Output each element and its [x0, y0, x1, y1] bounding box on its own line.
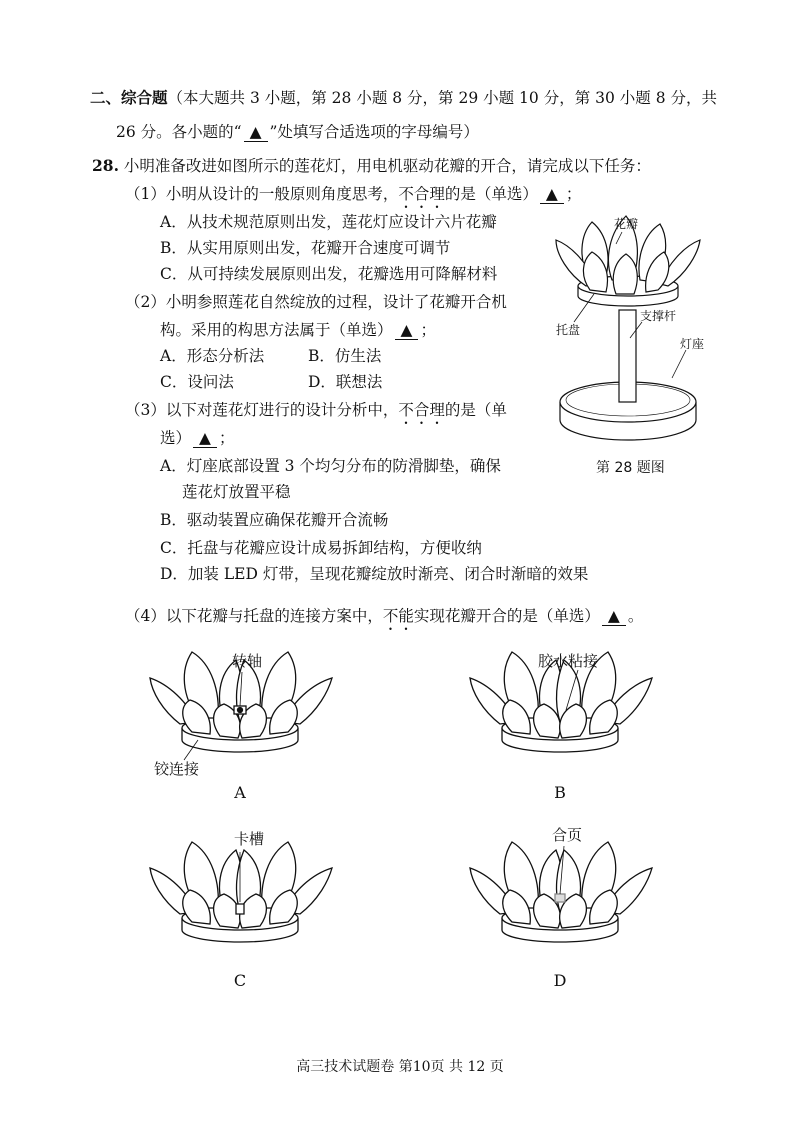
sub3-option-d: D．加装 LED 灯带，呈现花瓣绽放时渐亮、闭合时渐暗的效果 [160, 565, 589, 583]
sub1-answer-blank[interactable]: ▲ [540, 185, 564, 204]
section-title: 综合题 [121, 88, 168, 107]
sub3-option-b: B．驱动装置应确保花瓣开合流畅 [160, 511, 389, 529]
q28-stem [92, 156, 651, 176]
q28-sub4 [125, 606, 643, 634]
sub2-line2-text: 构。采用的构思方法属于（单选） [160, 321, 393, 339]
sub3-option-c: C．托盘与花瓣应设计成易拆卸结构，方便收纳 [160, 539, 482, 557]
option-a-label-axis: 转轴 [232, 652, 263, 670]
section-header [90, 88, 717, 108]
sub3-line2-text: 选） [160, 429, 192, 447]
option-b-figure[interactable] [460, 640, 660, 810]
q28-sub2-line2 [160, 320, 436, 340]
option-b-letter: B [554, 783, 566, 802]
q28-sub3-line1 [125, 400, 507, 428]
option-c-figure[interactable] [140, 820, 340, 990]
sub1-emph: 不合理 [398, 185, 445, 203]
sub3-answer-blank[interactable]: ▲ [193, 429, 217, 448]
section-desc-2a: 26 分。各小题的“ [116, 123, 242, 141]
sub4-prefix: （4）以下花瓣与托盘的连接方案中， [125, 607, 383, 625]
figure-caption: 第 28 题图 [596, 460, 665, 476]
sub4-emph: 不能 [382, 607, 414, 625]
sub3-prefix: （3）以下对莲花灯进行的设计分析中， [125, 401, 399, 419]
option-a-letter: A [234, 783, 246, 802]
sub2-end: ； [420, 321, 436, 339]
section-desc-line2 [116, 122, 479, 142]
sub1-option-c: C．从可持续发展原则出发，花瓣选用可降解材料 [160, 265, 498, 283]
option-d-figure[interactable] [460, 820, 660, 990]
q28-sub2-line1: （2）小明参照莲花自然绽放的过程，设计了花瓣开合机 [125, 293, 507, 311]
sub1-option-a: A．从技术规范原则出发，莲花灯应设计六片花瓣 [160, 213, 497, 231]
option-b-label-glue: 胶水粘接 [538, 652, 599, 670]
sub2-answer-blank[interactable]: ▲ [395, 321, 419, 340]
option-d-label-hinge: 合页 [552, 826, 583, 844]
sub3-option-a: A．灯座底部设置 3 个均匀分布的防滑脚垫，确保 [160, 457, 501, 475]
sub4-end: 。 [627, 607, 644, 625]
label-petal: 花瓣 [614, 217, 639, 231]
label-base: 灯座 [680, 337, 705, 351]
sub4-suffix: 实现花瓣开合的是（单选） [413, 607, 600, 625]
q28-sub3-line2 [160, 428, 234, 448]
label-tray: 托盘 [556, 323, 581, 337]
page-footer: 高三技术试题卷 第10页 共 12 页 [296, 1059, 504, 1075]
option-c-letter: C [233, 971, 247, 990]
sub3-suffix: 的是（单 [444, 401, 507, 419]
sub2-option-c: C．设问法 [160, 373, 234, 391]
section-desc-2b: ”处填写合适选项的字母编号） [269, 123, 479, 141]
q28-stem-text: 小明准备改进如图所示的莲花灯，用电机驱动花瓣的开合，请完成以下任务： [123, 157, 651, 175]
sub1-prefix: （1）小明从设计的一般原则角度思考， [125, 185, 399, 203]
section-prefix: 二、 [90, 88, 122, 107]
option-a-figure[interactable] [140, 640, 340, 810]
option-c-label-slot: 卡槽 [234, 830, 265, 848]
q28-sub1 [125, 184, 581, 212]
sub2-option-d: D．联想法 [308, 373, 383, 391]
sub1-end: ； [565, 185, 582, 203]
sub1-suffix: 的是（单选） [444, 185, 538, 203]
section-desc-1: （本大题共 3 小题，第 28 小题 8 分，第 29 小题 10 分，第 30 小题 8 分，共 [167, 89, 717, 107]
option-d-letter: D [553, 971, 567, 990]
sub3-emph: 不合理 [398, 401, 445, 419]
sub3-option-a-cont: 莲花灯放置平稳 [182, 483, 291, 501]
sub4-answer-blank[interactable]: ▲ [602, 607, 626, 626]
answer-blank-example: ▲ [244, 123, 268, 142]
option-a-label-hinge: 铰连接 [154, 760, 200, 778]
sub1-option-b: B．从实用原则出发，花瓣开合速度可调节 [160, 239, 451, 257]
sub3-end: ； [218, 429, 235, 447]
q28-number: 28. [92, 156, 119, 175]
figure-28-lotus-lamp [530, 210, 730, 480]
sub2-option-b: B．仿生法 [308, 347, 382, 365]
label-rod: 支撑杆 [640, 309, 677, 323]
sub2-option-a: A．形态分析法 [160, 347, 265, 365]
